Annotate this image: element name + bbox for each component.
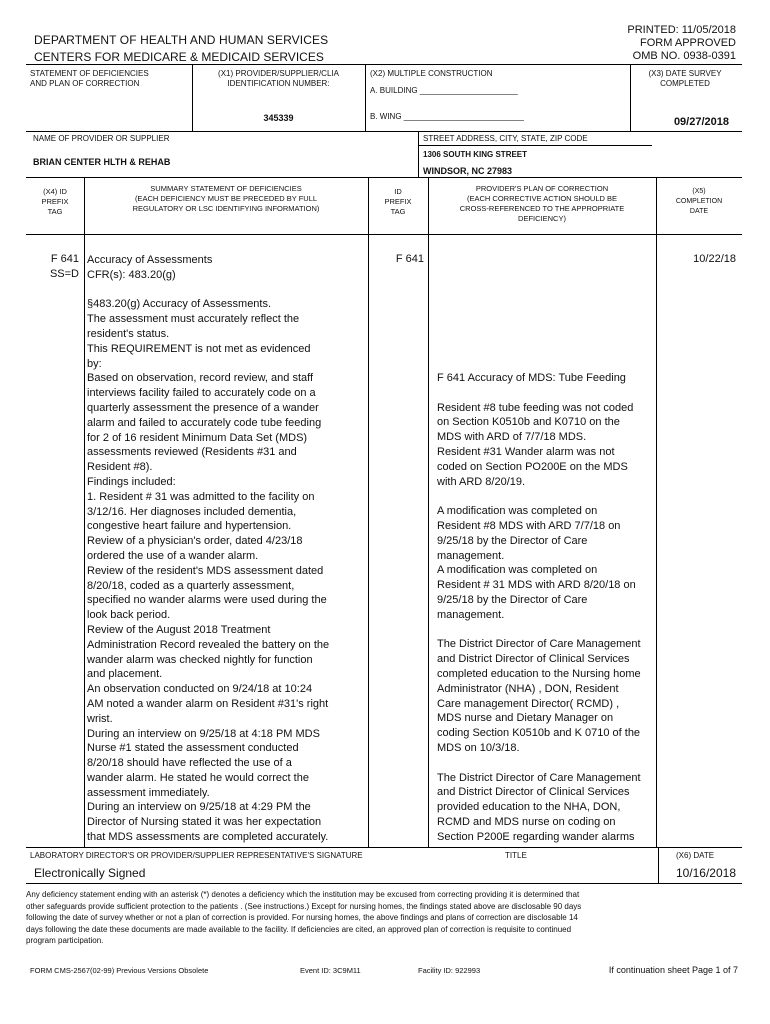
divider bbox=[26, 883, 742, 884]
divider bbox=[658, 847, 659, 883]
address-street: 1306 SOUTH KING STREET bbox=[423, 150, 528, 159]
statement-label: STATEMENT OF DEFICIENCIES AND PLAN OF CORRECTION bbox=[30, 69, 149, 88]
divider bbox=[26, 847, 742, 848]
divider bbox=[26, 234, 742, 235]
event-id: Event ID: 3C9M11 bbox=[300, 966, 361, 975]
deficiency-tag: F 641 bbox=[50, 253, 79, 265]
provider-label: NAME OF PROVIDER OR SUPPLIER bbox=[33, 134, 170, 143]
column-divider bbox=[368, 177, 369, 847]
title-label: TITLE bbox=[505, 851, 527, 860]
address-city: WINDSOR, NC 27983 bbox=[423, 166, 513, 176]
signature-date: 10/16/2018 bbox=[675, 866, 736, 880]
divider bbox=[630, 64, 631, 131]
agency-title: CENTERS FOR MEDICARE & MEDICAID SERVICES bbox=[34, 50, 324, 64]
divider bbox=[26, 177, 742, 178]
survey-completed-date: 09/27/2018 bbox=[673, 116, 729, 128]
address-label: STREET ADDRESS, CITY, STATE, ZIP CODE bbox=[423, 134, 588, 143]
x4-column-header: (X4) ID PREFIX TAG bbox=[41, 187, 69, 216]
facility-id: Facility ID: 922993 bbox=[418, 966, 481, 975]
column-divider bbox=[656, 177, 657, 847]
printed-date: PRINTED: 11/05/2018 bbox=[627, 24, 736, 36]
wing-label: B. WING ___________________________ bbox=[370, 112, 524, 121]
signature-date-label: (X6) DATE bbox=[676, 851, 715, 860]
id-column-header: ID PREFIX TAG bbox=[384, 187, 412, 216]
x1-label: (X1) PROVIDER/SUPPLIER/CLIA IDENTIFICATION NUMBER: bbox=[218, 69, 339, 88]
provider-id-number: 345339 bbox=[263, 113, 294, 123]
id-prefix-tag: F 641 bbox=[395, 253, 424, 265]
plan-of-correction: F 641 Accuracy of MDS: Tube Feeding Resident #8 tube feeding was not coded on Section K0510b and K0710 on the MDS with ARD of 7/7/18 MDS. Resident #31 Wander alarm was not coded on Section PO200E on the MDS with ARD 8/20/19. A modification was completed on Resident #8 MDS with ARD 7/7/18 on 9/25/18 by the Director of Care management. A modification was completed on Resident # 31 MDS with ARD 8/20/18 on 9/25/18 by the Director of Care management. The District Director of Care Management and District Director of Clinical Services completed education to the Nursing home Administrator (NHA) , DON, Resident Care management Director( RCMD) , MDS nurse and Dietary Manager on coding Section K0510b and K 0710 of the MDS on 10/3/18. The District Director of Care Management and District Director of Clinical Services provided education to the NHA, DON, RCMD and MDS nurse on coding on Section P200E regarding wander alarms bbox=[437, 372, 641, 843]
form-number: FORM CMS-2567(02-99) Previous Versions Obsolete bbox=[30, 966, 209, 975]
divider bbox=[365, 64, 366, 131]
summary-column-header: SUMMARY STATEMENT OF DEFICIENCIES (EACH DEFICIENCY MUST BE PRECEDED BY FULL REGULATORY OR LSC IDENTIFYING INFORMATION) bbox=[132, 184, 320, 213]
column-divider bbox=[428, 177, 429, 847]
form-approved: FORM APPROVED bbox=[640, 37, 736, 49]
column-divider bbox=[84, 177, 85, 847]
omb-number: OMB NO. 0938-0391 bbox=[632, 50, 736, 62]
provider-name: BRIAN CENTER HLTH & REHAB bbox=[33, 157, 171, 167]
plan-column-header: PROVIDER'S PLAN OF CORRECTION (EACH CORRECTIVE ACTION SHOULD BE CROSS-REFERENCED TO THE APPROPRIATE DEFICIENCY) bbox=[459, 184, 625, 223]
divider bbox=[418, 145, 652, 146]
summary-statement: Accuracy of Assessments CFR(s): 483.20(g) §483.20(g) Accuracy of Assessments. The assessment must accurately reflect the resident's status. This REQUIREMENT is not met as evidenced by: Based on observation, record review, and staff interviews facility failed to accurately code on a quarterly assessment the presence of a wander alarm and failed to accurately code tube feeding for 2 of 16 resident Minimum Data Set (MDS) assessments reviewed (Residents #31 and Resident #8). Findings included: 1. Resident # 31 was admitted to the facility on 3/12/16. Her diagnoses included dementia, congestive heart failure and hypertension. Review of a physician's order, dated 4/23/18 ordered the use of a wander alarm. Review of the resident's MDS assessment dated 8/20/18, coded as a quarterly assessment, specified no wander alarms were used during the look back period. Review of the August 2018 Treatment Administration Record revealed the battery on the wander alarm was checked nightly for function and placement. An observation conducted on 9/24/18 at 10:24 AM noted a wander alarm on Resident #31's right wrist. During an interview on 9/25/18 at 4:18 PM MDS Nurse #1 stated the assessment conducted 8/20/18 should have reflected the use of a wander alarm. He stated he would correct the assessment immediately. During an interview on 9/25/18 at 4:29 PM the Director of Nursing stated it was her expectation that MDS assessments are completed accurately. bbox=[87, 254, 330, 844]
x5-column-header: (X5) COMPLETION DATE bbox=[675, 188, 723, 215]
disclaimer-text: Any deficiency statement ending with an asterisk (*) denotes a deficiency which the institution may be excused from correcting providing it is determined that other safeguards provide sufficient protection to the patients . (See instructions.) Except for nursing homes, the findings stated above are disclosable 90 days following the date of survey whether or not a plan of correction is provided. For nursing homes, the above findings and plans of correction are disclosable 14 days following the date these documents are made available to the facility. If deficiencies are cited, an approved plan of correction is requisite to continued program participation. bbox=[26, 890, 582, 945]
scope-severity: SS=D bbox=[49, 268, 79, 280]
form-top-border bbox=[26, 64, 742, 65]
divider bbox=[192, 64, 193, 131]
x2-label: (X2) MULTIPLE CONSTRUCTION bbox=[370, 69, 493, 78]
divider bbox=[26, 131, 742, 132]
x3-label: (X3) DATE SURVEY COMPLETED bbox=[648, 69, 722, 88]
divider bbox=[418, 131, 419, 177]
department-title: DEPARTMENT OF HEALTH AND HUMAN SERVICES bbox=[34, 33, 329, 47]
page-number: If continuation sheet Page 1 of 7 bbox=[608, 965, 738, 975]
signature-label: LABORATORY DIRECTOR'S OR PROVIDER/SUPPLIER REPRESENTATIVE'S SIGNATURE bbox=[30, 851, 363, 860]
completion-date: 10/22/18 bbox=[693, 253, 736, 265]
electronic-signature: Electronically Signed bbox=[34, 866, 146, 880]
building-label: A. BUILDING ______________________ bbox=[370, 86, 518, 95]
